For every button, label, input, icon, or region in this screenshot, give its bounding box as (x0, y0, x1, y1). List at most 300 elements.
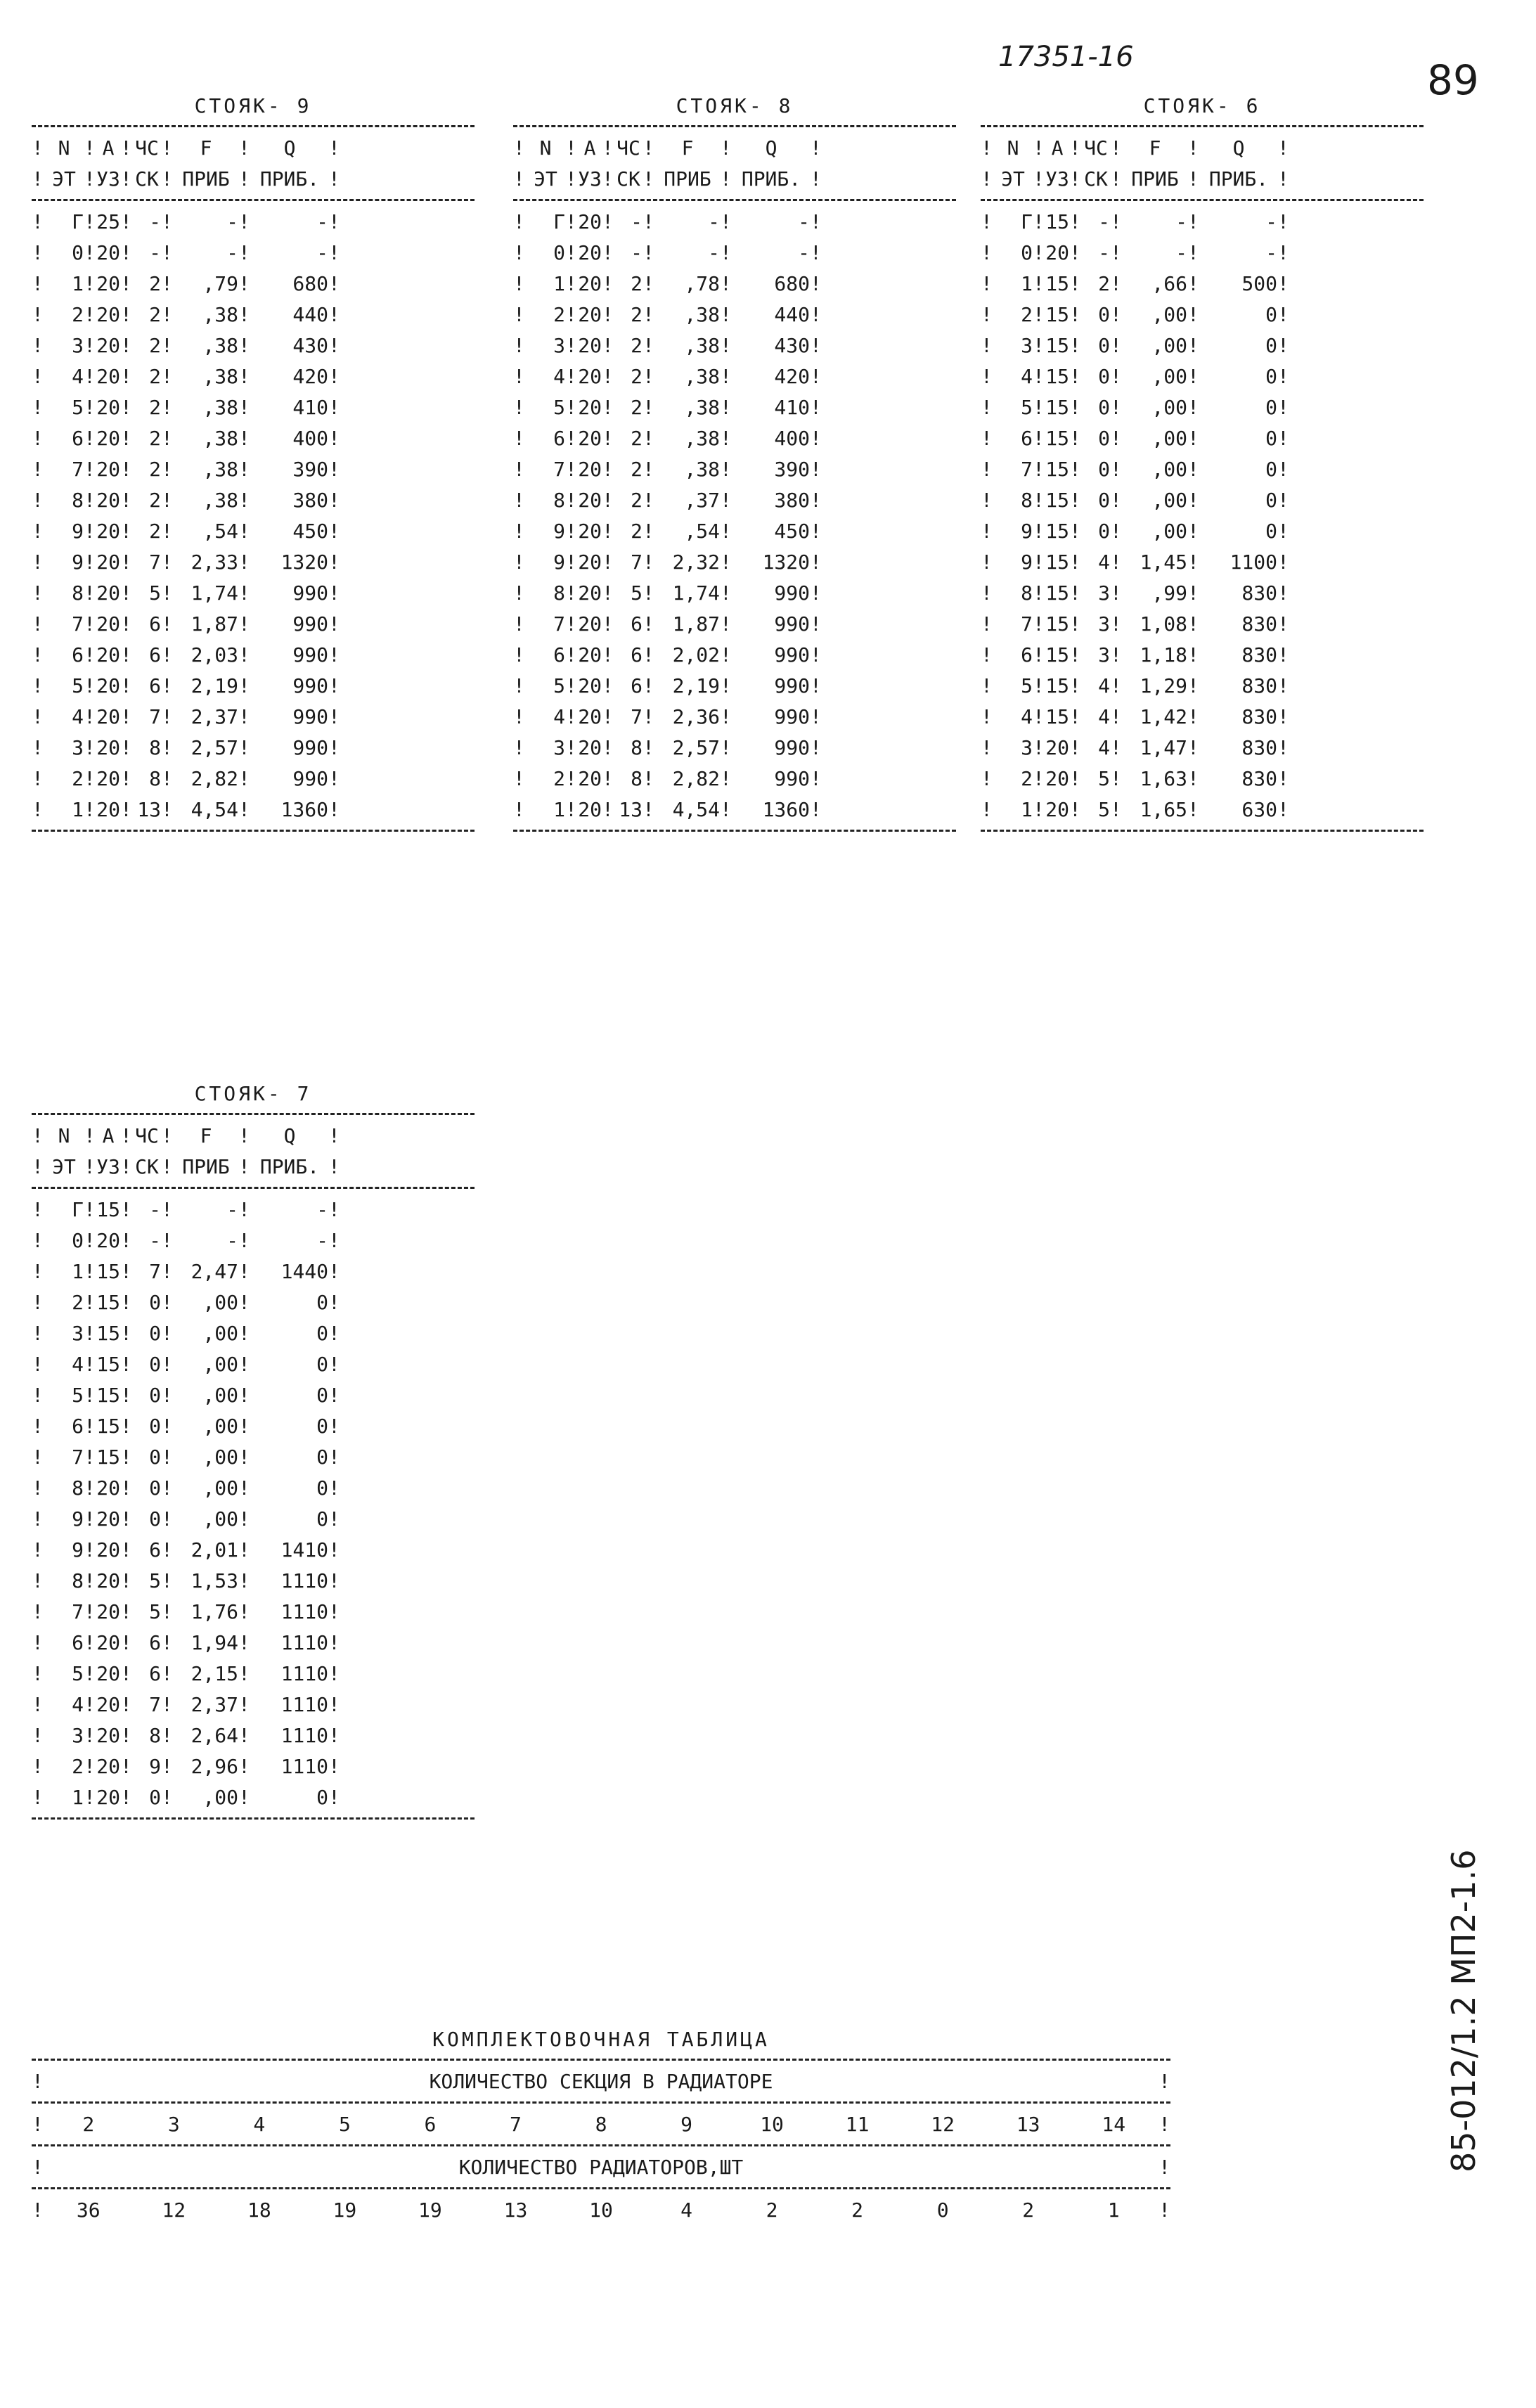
table-cell: 0 (316, 1322, 328, 1345)
table-cell: 1 (72, 1260, 84, 1283)
table-row: ! 9 ! 20 ! 6 ! 2,01 ! 1410 ! (32, 1535, 475, 1566)
table-cell: 13 (619, 798, 643, 821)
table-cell: ,66 (1151, 272, 1187, 295)
table-cell: - (149, 210, 161, 233)
table-cell: 20 (96, 798, 120, 821)
table-cell: ,79 (202, 272, 238, 295)
table-cell: 20 (578, 489, 602, 512)
table-cell: 15 (1045, 643, 1069, 667)
table-cell: 380 (292, 489, 328, 512)
table-cell: 450 (774, 520, 810, 543)
stoyak-table (981, 91, 1424, 837)
table-cell: 6 (553, 427, 565, 450)
table-cell: 990 (292, 612, 328, 636)
radiator-count-cell: 18 (247, 2198, 271, 2222)
table-cell: 20 (1045, 798, 1069, 821)
table-cell: 8 (631, 736, 643, 759)
table-cell: 2,36 (672, 705, 720, 728)
table-cell: 9 (72, 551, 84, 574)
table-cell: - (798, 210, 810, 233)
table-cell: 1,45 (1140, 551, 1187, 574)
table-cell: 2 (631, 520, 643, 543)
table-cell: А (583, 136, 596, 160)
table-cell: 3 (1098, 612, 1110, 636)
table-cell: 20 (578, 303, 602, 326)
page-number: 89 (1427, 56, 1479, 104)
table-cell: - (226, 241, 238, 264)
section-count-cell: 3 (167, 2113, 180, 2136)
table-cell: 0 (1098, 396, 1110, 419)
table-cell: - (631, 241, 643, 264)
table-cell: 15 (96, 1353, 120, 1376)
table-row: ! 0 ! 20 ! - ! - ! - ! (32, 238, 475, 269)
table-cell: 5 (72, 1384, 84, 1407)
table-cell: 400 (292, 427, 328, 450)
table-row: ! 9 ! 20 ! 0 ! ,00 ! 0 ! (32, 1504, 475, 1535)
table-cell: 1,53 (191, 1569, 238, 1592)
table-cell: 1110 (280, 1724, 328, 1747)
table-cell: 0 (149, 1322, 161, 1345)
table-cell: 20 (96, 520, 120, 543)
table-cell: 20 (96, 581, 120, 605)
table-cell: 1,76 (191, 1600, 238, 1623)
table-cell: ,38 (202, 334, 238, 357)
table-cell: 15 (1045, 551, 1069, 574)
table-cell: 1110 (280, 1662, 328, 1685)
table-cell: 8 (553, 581, 565, 605)
table-row: ! 6 ! 20 ! 6 ! 2,02 ! 990 ! (513, 640, 956, 671)
table-cell: - (226, 1198, 238, 1221)
table-cell: 4,54 (672, 798, 720, 821)
table-cell: 20 (96, 1786, 120, 1809)
table-cell: 6 (1021, 643, 1033, 667)
table-row: ! 3 ! 20 ! 2 ! ,38 ! 430 ! (32, 330, 475, 361)
table-cell: 15 (1045, 489, 1069, 512)
table-cell: 15 (96, 1384, 120, 1407)
divider (513, 125, 956, 127)
table-cell: 3 (72, 736, 84, 759)
table-cell: ,54 (684, 520, 720, 543)
table-cell: - (316, 1229, 328, 1252)
table-cell: ЭТ (52, 1155, 76, 1178)
table-cell: 1110 (280, 1693, 328, 1716)
table-cell: 20 (578, 551, 602, 574)
table-cell: 8 (72, 1476, 84, 1500)
table-row: ! 4 ! 20 ! 2 ! ,38 ! 420 ! (32, 361, 475, 392)
table-cell: 6 (149, 643, 161, 667)
table-cell: А (102, 136, 115, 160)
table-cell: 5 (1098, 767, 1110, 790)
table-cell: 2,19 (191, 674, 238, 697)
table-cell: 15 (1045, 612, 1069, 636)
table-cell: 20 (96, 272, 120, 295)
table-cell: ,38 (202, 303, 238, 326)
table-cell: 2 (149, 520, 161, 543)
table-cell: ПРИБ (182, 1155, 230, 1178)
table-cell: ,78 (684, 272, 720, 295)
table-cell: 830 (1241, 612, 1277, 636)
table-row: ! 5 ! 20 ! 6 ! 2,15 ! 1110 ! (32, 1659, 475, 1689)
table-cell: - (149, 1229, 161, 1252)
table-cell: 500 (1241, 272, 1277, 295)
table-cell: ,38 (684, 458, 720, 481)
table-cell: 20 (96, 396, 120, 419)
table-cell: 0 (149, 1446, 161, 1469)
table-cell: 20 (578, 798, 602, 821)
table-row: ! 8 ! 20 ! 0 ! ,00 ! 0 ! (32, 1473, 475, 1504)
divider (513, 830, 956, 832)
table-cell: 1110 (280, 1631, 328, 1654)
table-cell: ,00 (1151, 489, 1187, 512)
table-cell: 3 (553, 334, 565, 357)
table-cell: 7 (72, 1446, 84, 1469)
table-cell: 9 (72, 520, 84, 543)
table-row: ! Г ! 25 ! - ! - ! - ! (32, 207, 475, 238)
table-cell: ,00 (202, 1507, 238, 1531)
table-cell: СК (135, 1155, 159, 1178)
table-cell: 830 (1241, 643, 1277, 667)
radiator-count-cell: 19 (418, 2198, 442, 2222)
table-cell: Q (283, 136, 296, 160)
table-cell: 2 (72, 767, 84, 790)
table-cell: 15 (1045, 674, 1069, 697)
table-cell: ,37 (684, 489, 720, 512)
table-cell: 2 (149, 396, 161, 419)
table-row: ! 8 ! 15 ! 0 ! ,00 ! 0 ! (981, 485, 1424, 516)
table-cell: 6 (72, 1631, 84, 1654)
table-cell: 1440 (280, 1260, 328, 1283)
table-cell: 2 (631, 489, 643, 512)
table-cell: 990 (774, 736, 810, 759)
table-cell: 680 (774, 272, 810, 295)
divider (981, 830, 1424, 832)
table-cell: 430 (292, 334, 328, 357)
table-row: ! 3 ! 20 ! 8 ! 2,64 ! 1110 ! (32, 1720, 475, 1751)
table-cell: 20 (96, 736, 120, 759)
table-cell: 7 (72, 458, 84, 481)
table-cell: 8 (149, 767, 161, 790)
table-row: ! 2 ! 20 ! 2 ! ,38 ! 440 ! (513, 300, 956, 330)
table-cell: 0 (1265, 458, 1277, 481)
table-cell: 6 (149, 612, 161, 636)
table-cell: 830 (1241, 767, 1277, 790)
table-cell: 2 (72, 1755, 84, 1778)
table-cell: 6 (72, 427, 84, 450)
table-cell: 3 (1098, 643, 1110, 667)
table-cell: 9 (1021, 551, 1033, 574)
table-row: ! 8 ! 20 ! 2 ! ,37 ! 380 ! (513, 485, 956, 516)
table-cell: 4 (553, 365, 565, 388)
section-count-cell: 7 (510, 2113, 522, 2136)
table-cell: 2 (553, 767, 565, 790)
table-row: ! 9 ! 15 ! 0 ! ,00 ! 0 ! (981, 516, 1424, 547)
table-cell: 2,15 (191, 1662, 238, 1685)
table-cell: 20 (96, 1693, 120, 1716)
section-count-cell: 6 (424, 2113, 437, 2136)
table-cell: 990 (292, 674, 328, 697)
table-cell: - (226, 210, 238, 233)
table-cell: 20 (96, 427, 120, 450)
table-row: ! 3 ! 20 ! 8 ! 2,57 ! 990 ! (513, 733, 956, 764)
table-cell: 1110 (280, 1569, 328, 1592)
table-cell: ,00 (202, 1291, 238, 1314)
table-cell: 0 (1265, 489, 1277, 512)
table-cell: 2,02 (672, 643, 720, 667)
table-cell: 6 (553, 643, 565, 667)
divider (513, 199, 956, 201)
table-row: ! Г ! 15 ! - ! - ! - ! (981, 207, 1424, 238)
table-cell: 450 (292, 520, 328, 543)
table-cell: 20 (96, 1569, 120, 1592)
table-cell: 15 (1045, 520, 1069, 543)
table-cell: ,38 (202, 396, 238, 419)
table-cell: ,00 (1151, 365, 1187, 388)
table-cell: Г (72, 1198, 84, 1221)
radiator-count-cell: 10 (589, 2198, 613, 2222)
table-cell: 0 (316, 1291, 328, 1314)
table-cell: 15 (96, 1415, 120, 1438)
table-cell: 20 (578, 241, 602, 264)
table-cell: 420 (774, 365, 810, 388)
table-cell: 1,94 (191, 1631, 238, 1654)
table-cell: 20 (96, 334, 120, 357)
table-cell: 6 (1021, 427, 1033, 450)
table-cell: 5 (631, 581, 643, 605)
table-cell: 20 (96, 643, 120, 667)
table-cell: 4 (1098, 551, 1110, 574)
table-cell: 5 (1021, 674, 1033, 697)
table-cell: 830 (1241, 581, 1277, 605)
table-cell: ,38 (202, 489, 238, 512)
table-row: ! 7 ! 20 ! 6 ! 1,87 ! 990 ! (32, 609, 475, 640)
table-cell: ПРИБ (664, 167, 711, 191)
table-cell: 8 (553, 489, 565, 512)
stoyak-table (513, 91, 956, 837)
table-cell: ,00 (1151, 458, 1187, 481)
table-cell: УЗ (1045, 167, 1069, 191)
table-row: ! 7 ! 20 ! 2 ! ,38 ! 390 ! (513, 454, 956, 485)
stoyak-title: СТОЯК- 9 (194, 94, 312, 117)
table-row: ! 1 ! 20 ! 2 ! ,79 ! 680 ! (32, 269, 475, 300)
table-cell: 2 (149, 303, 161, 326)
table-cell: 20 (96, 489, 120, 512)
table-cell: 0 (1098, 489, 1110, 512)
table-cell: ,38 (684, 365, 720, 388)
table-cell: 5 (72, 674, 84, 697)
table-cell: 1 (1021, 798, 1033, 821)
table-row: ! 1 ! 15 ! 2 ! ,66 ! 500 ! (981, 269, 1424, 300)
table-cell: ЧС (135, 136, 159, 160)
table-cell: 1110 (280, 1755, 328, 1778)
table-cell: 1320 (762, 551, 810, 574)
table-row: ! 6 ! 20 ! 6 ! 2,03 ! 990 ! (32, 640, 475, 671)
table-cell: 2 (631, 427, 643, 450)
table-row: ! 5 ! 15 ! 4 ! 1,29 ! 830 ! (981, 671, 1424, 702)
table-cell: УЗ (96, 1155, 120, 1178)
table-row: ! 9 ! 15 ! 4 ! 1,45 ! 1100 ! (981, 547, 1424, 578)
table-cell: 0 (1265, 365, 1277, 388)
stoyak-table (32, 1079, 475, 1825)
header-row: ! N ! А ! ЧС ! F ! Q ! (981, 133, 1424, 164)
table-cell: 7 (72, 612, 84, 636)
table-cell: 2,33 (191, 551, 238, 574)
table-cell: 2,03 (191, 643, 238, 667)
radiator-count-cell: 0 (936, 2198, 949, 2222)
table-cell: ЧС (135, 1124, 159, 1147)
header-row: ! ЭТ ! УЗ ! СК ! ПРИБ ! ПРИБ. ! (981, 164, 1424, 195)
table-cell: 2,47 (191, 1260, 238, 1283)
table-cell: 3 (72, 1724, 84, 1747)
stoyak-title: СТОЯК- 8 (676, 94, 794, 117)
radiator-count-cell: 2 (851, 2198, 864, 2222)
table-cell: А (1051, 136, 1064, 160)
sections-row (46, 2110, 1156, 2139)
table-cell: 7 (553, 612, 565, 636)
table-cell: 990 (774, 767, 810, 790)
table-cell: F (200, 136, 212, 160)
divider (32, 199, 475, 201)
table-row: ! 4 ! 15 ! 4 ! 1,42 ! 830 ! (981, 702, 1424, 733)
radiator-count-cell: 19 (333, 2198, 357, 2222)
table-row: ! 1 ! 15 ! 7 ! 2,47 ! 1440 ! (32, 1256, 475, 1287)
table-cell: 1 (72, 1786, 84, 1809)
table-cell: 0 (149, 1415, 161, 1438)
table-cell: 7 (1021, 458, 1033, 481)
table-cell: 20 (96, 1755, 120, 1778)
table-cell: 1,87 (191, 612, 238, 636)
table-cell: 15 (96, 1198, 120, 1221)
table-cell: ,00 (1151, 520, 1187, 543)
stoyak-title: СТОЯК- 7 (194, 1082, 312, 1105)
table-cell: 0 (316, 1476, 328, 1500)
table-cell: ,00 (1151, 334, 1187, 357)
section-count-cell: 2 (82, 2113, 95, 2136)
table-cell: 3 (1098, 581, 1110, 605)
table-cell: - (316, 210, 328, 233)
table-cell: 2 (631, 303, 643, 326)
table-cell: 8 (72, 489, 84, 512)
divider (981, 125, 1424, 127)
table-cell: 15 (96, 1291, 120, 1314)
divider (32, 1113, 475, 1115)
table-cell: 1,47 (1140, 736, 1187, 759)
table-cell: ,38 (202, 427, 238, 450)
table-cell: 2 (149, 272, 161, 295)
table-cell: 20 (578, 365, 602, 388)
table-row: ! 6 ! 15 ! 0 ! ,00 ! 0 ! (981, 423, 1424, 454)
table-cell: ПРИБ. (1208, 167, 1269, 191)
table-cell: 20 (96, 767, 120, 790)
table-cell: 15 (96, 1260, 120, 1283)
table-cell: 2,01 (191, 1538, 238, 1562)
table-cell: - (149, 241, 161, 264)
table-cell: F (1149, 136, 1161, 160)
table-cell: 20 (578, 767, 602, 790)
table-cell: ,99 (1151, 581, 1187, 605)
header-row: ! N ! А ! ЧС ! F ! Q ! (513, 133, 956, 164)
table-cell: 2 (149, 489, 161, 512)
table-cell: Г (72, 210, 84, 233)
table-row: ! 3 ! 20 ! 4 ! 1,47 ! 830 ! (981, 733, 1424, 764)
section-count-cell: 9 (680, 2113, 692, 2136)
table-cell: ЧС (617, 136, 640, 160)
table-cell: ,38 (684, 303, 720, 326)
table-cell: Г (1021, 210, 1033, 233)
table-cell: 15 (1045, 303, 1069, 326)
table-row: ! 4 ! 15 ! 0 ! ,00 ! 0 ! (981, 361, 1424, 392)
section-count-cell: 12 (931, 2113, 955, 2136)
table-cell: 0 (1098, 365, 1110, 388)
radiator-count-cell: 4 (680, 2198, 692, 2222)
table-cell: 990 (292, 581, 328, 605)
table-row: ! 9 ! 20 ! 2 ! ,54 ! 450 ! (513, 516, 956, 547)
table-row: ! 2 ! 20 ! 8 ! 2,82 ! 990 ! (513, 764, 956, 794)
table-cell: 20 (96, 1662, 120, 1685)
table-cell: N (58, 1124, 70, 1147)
table-cell: 2 (149, 427, 161, 450)
table-cell: - (316, 241, 328, 264)
table-cell: ПРИБ. (259, 167, 320, 191)
table-cell: 8 (72, 1569, 84, 1592)
table-cell: 6 (149, 1538, 161, 1562)
table-cell: 15 (1045, 334, 1069, 357)
table-cell: ,54 (202, 520, 238, 543)
table-cell: 2 (631, 334, 643, 357)
table-row: ! 9 ! 20 ! 7 ! 2,33 ! 1320 ! (32, 547, 475, 578)
table-cell: ,38 (202, 365, 238, 388)
table-cell: 15 (1045, 210, 1069, 233)
table-cell: 390 (774, 458, 810, 481)
table-row: ! 5 ! 20 ! 6 ! 2,19 ! 990 ! (513, 671, 956, 702)
table-cell: 9 (72, 1507, 84, 1531)
table-cell: - (631, 210, 643, 233)
table-cell: 5 (553, 674, 565, 697)
table-cell: 13 (137, 798, 161, 821)
table-cell: 5 (149, 1569, 161, 1592)
table-cell: 20 (578, 612, 602, 636)
table-cell: 20 (96, 1538, 120, 1562)
table-cell: 20 (96, 1229, 120, 1252)
table-row: ! 8 ! 15 ! 3 ! ,99 ! 830 ! (981, 578, 1424, 609)
table-cell: 990 (292, 767, 328, 790)
table-cell: УЗ (578, 167, 602, 191)
table-row: ! 1 ! 20 ! 5 ! 1,65 ! 630 ! (981, 794, 1424, 825)
table-cell: ПРИБ (1131, 167, 1179, 191)
table-cell: 9 (553, 551, 565, 574)
table-row: ! 2 ! 20 ! 9 ! 2,96 ! 1110 ! (32, 1751, 475, 1782)
table-cell: 2 (149, 458, 161, 481)
table-cell: Q (1232, 136, 1245, 160)
stoyak-table (32, 91, 475, 837)
table-row: ! 5 ! 15 ! 0 ! ,00 ! 0 ! (32, 1380, 475, 1411)
header-row: ! ЭТ ! УЗ ! СК ! ПРИБ ! ПРИБ. ! (32, 1152, 475, 1183)
radiator-count-cell: 12 (162, 2198, 186, 2222)
table-cell: 1,08 (1140, 612, 1187, 636)
table-cell: 2,82 (672, 767, 720, 790)
table-cell: 0 (316, 1415, 328, 1438)
table-cell: 0 (1265, 334, 1277, 357)
table-cell: ,00 (1151, 427, 1187, 450)
table-cell: 20 (1045, 241, 1069, 264)
table-cell: 1,87 (672, 612, 720, 636)
table-cell: 0 (72, 1229, 84, 1252)
table-row: ! 8 ! 20 ! 5 ! 1,74 ! 990 ! (32, 578, 475, 609)
table-cell: 8 (631, 767, 643, 790)
table-cell: - (708, 241, 720, 264)
table-cell: 4 (1098, 705, 1110, 728)
table-cell: 0 (1098, 334, 1110, 357)
table-row: ! 7 ! 20 ! 2 ! ,38 ! 390 ! (32, 454, 475, 485)
